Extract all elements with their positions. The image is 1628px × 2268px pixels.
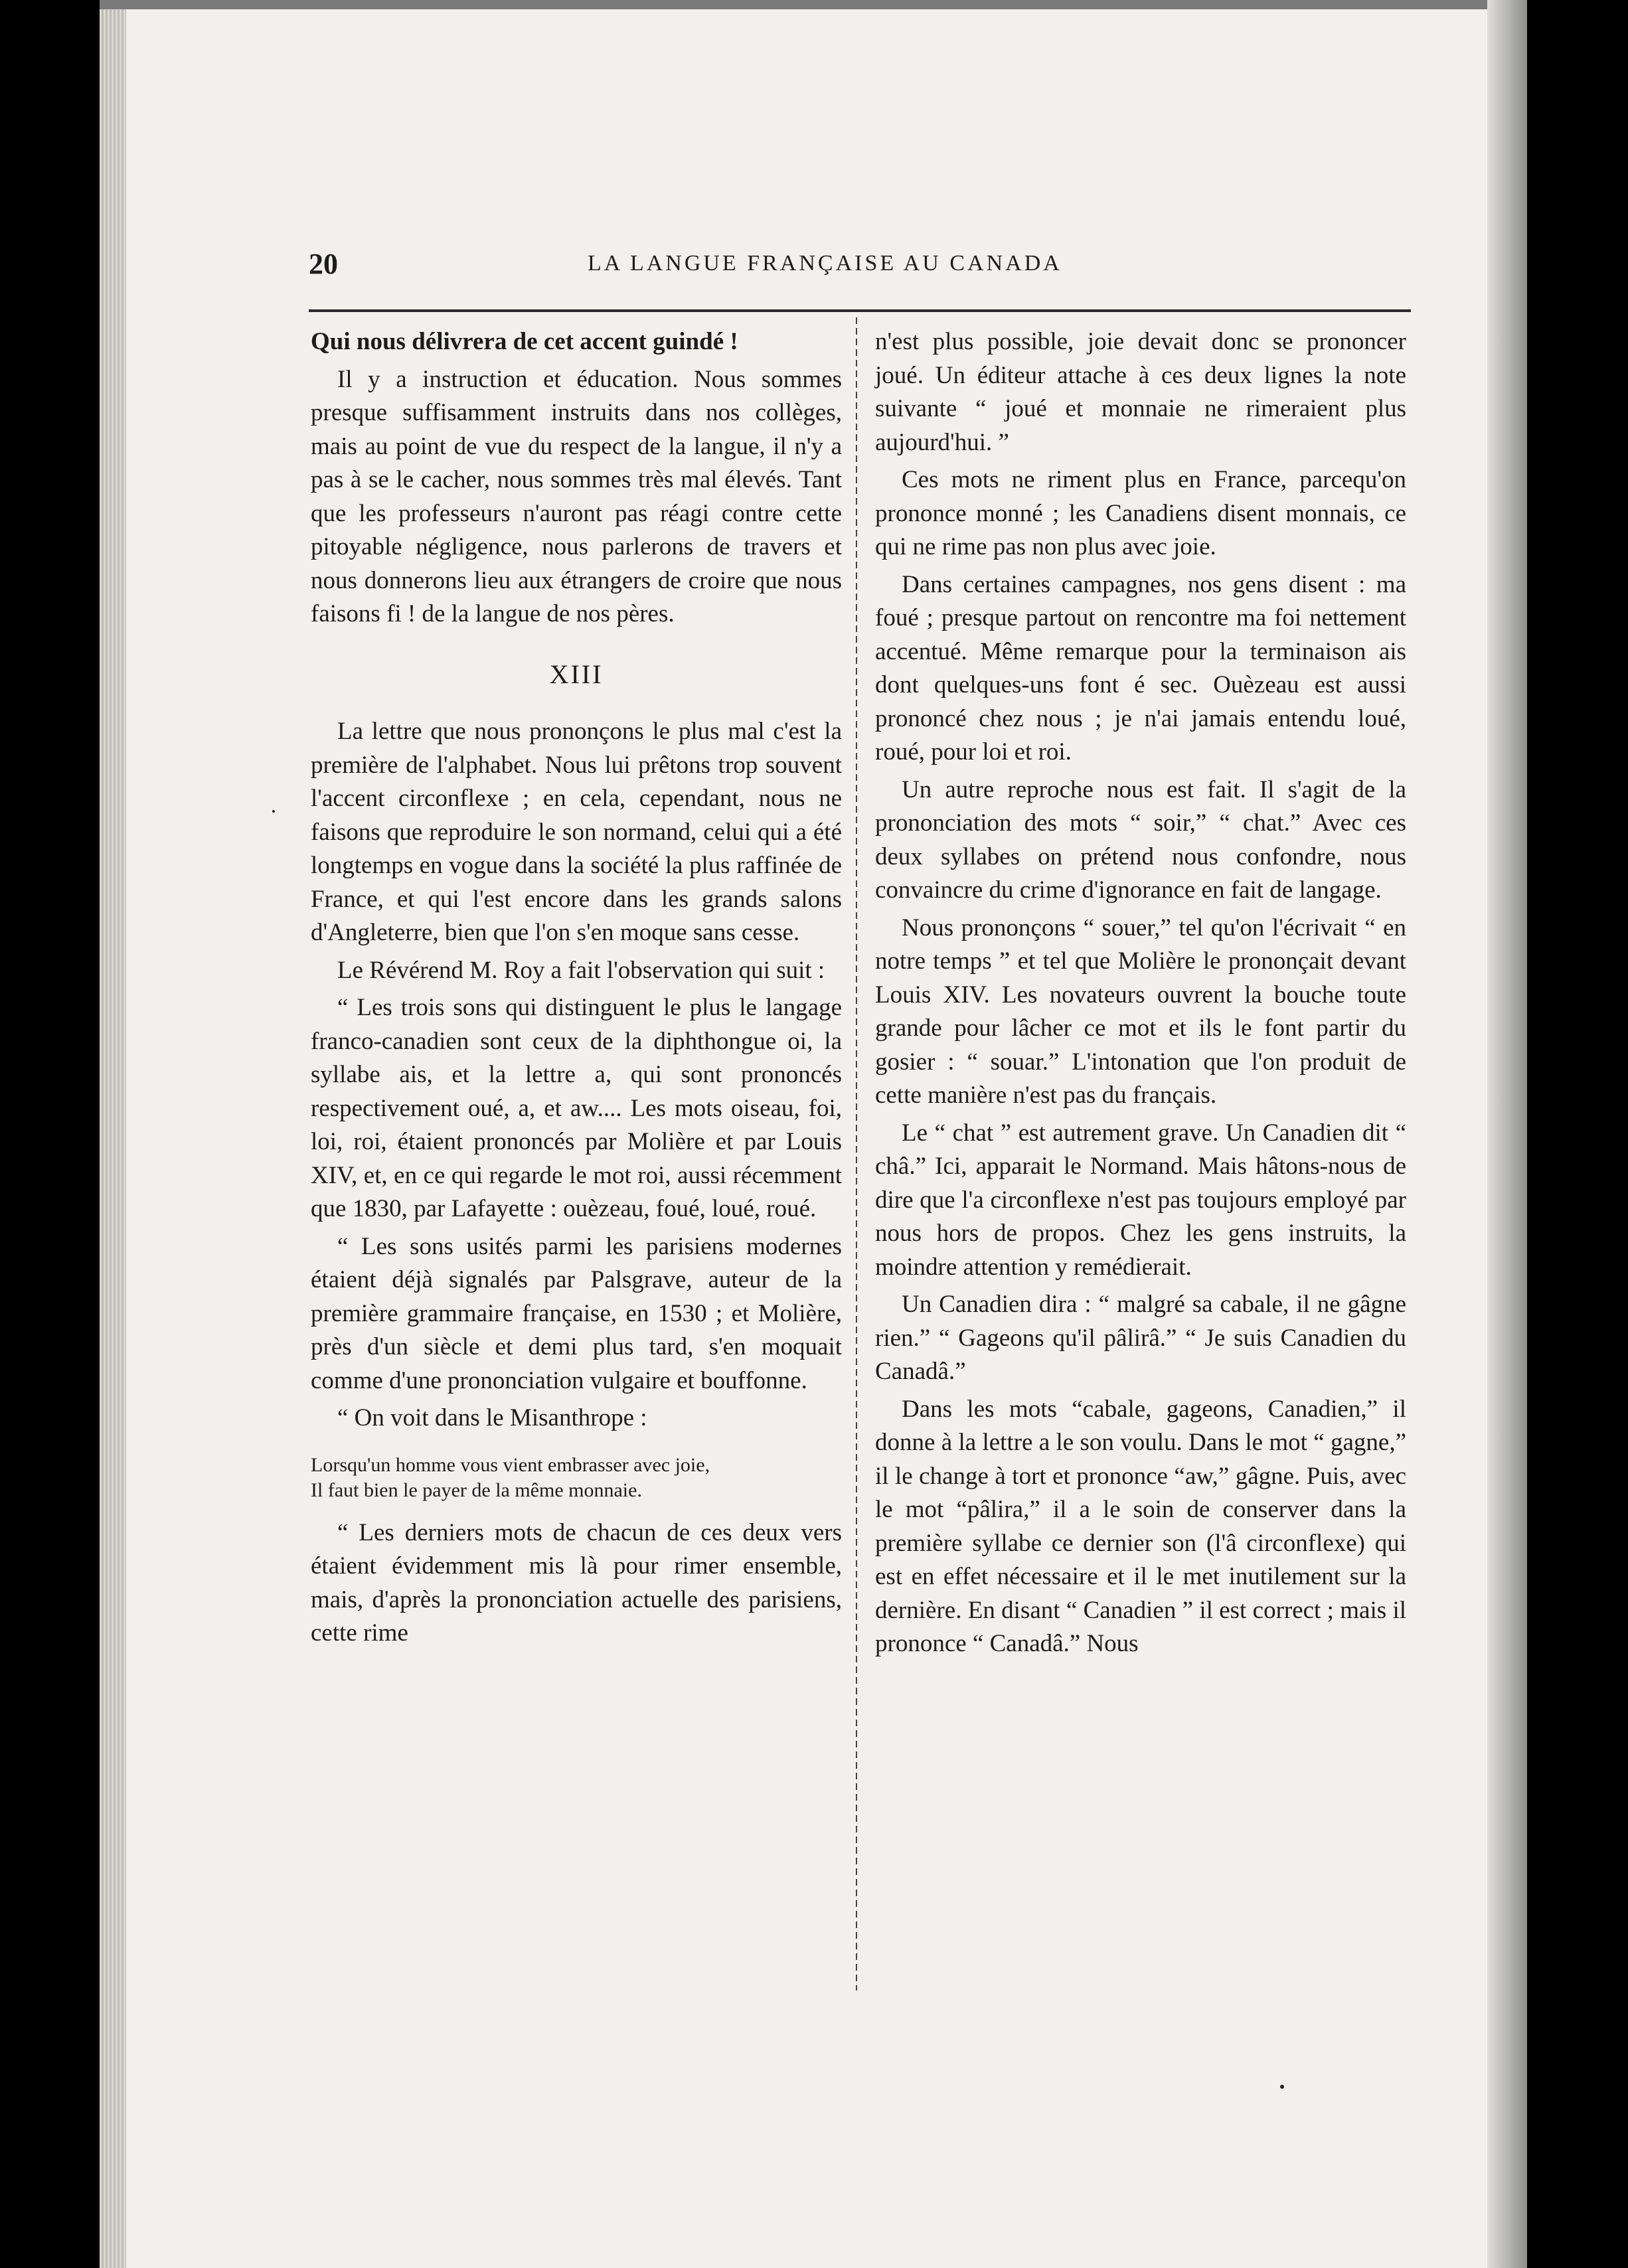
section-number: XIII — [549, 659, 604, 689]
paragraph: n'est plus possible, joie devait donc se prononcer joué. Un éditeur attache à ces deux lignes la note suivante “ joué et monnaie ne rimeraient plus aujourd'hui. ” — [875, 328, 1406, 456]
verse-line: Il faut bien le payer de la même monnaie. — [311, 1479, 642, 1501]
paragraph: Qui nous délivrera de cet accent guindé ! — [311, 328, 738, 355]
column-divider — [856, 317, 857, 1990]
paragraph: Nous prononçons “ souer,” tel qu'on l'écrivait “ en notre temps ” et tel que Molière le prononçait devant Louis XIV. Les novateurs ouvrent la bouche toute grande pour lâcher ce mot et ils le font partir du gosier : “ souar.” L'intonation que l'on produit de cette manière n'est pas du français. — [875, 914, 1406, 1109]
scan-speck — [272, 810, 275, 813]
paragraph: Le “ chat ” est autrement grave. Un Canadien dit “ châ.” Ici, apparait le Normand. Mais hâtons-nous de dire que l'a circonflexe n'est pas toujours employé par nous hors de propos. Chez les gens instruits, la moindre attention y remédierait. — [875, 1119, 1406, 1281]
page-right-edge — [1487, 0, 1527, 2268]
page-header — [309, 247, 1411, 280]
paragraph: La lettre que nous prononçons le plus mal c'est la première de l'alphabet. Nous lui prêtons trop souvent l'accent circonflexe ; en cela, cependant, nous ne faisons que reproduire le son normand, celui qui a été longtemps en vogue dans la société la plus raffinée de France, et qui l'est encore dans les grands salons d'Angleterre, bien que l'on s'en moque sans cesse. — [311, 718, 842, 946]
verse-quote — [311, 1453, 842, 1503]
running-title: LA LANGUE FRANÇAISE AU CANADA — [588, 251, 1062, 276]
scan-background — [1527, 0, 1628, 2268]
paragraph: Dans les mots “cabale, gageons, Canadien,” il donne à la lettre a le son voulu. Dans le mot “ gagne,” il le change à tort et prononce “aw,” gâgne. Puis, avec le mot “pâlira,” il a le soin de conserver dans la première syllabe ce dernier son (l'â circonflexe) qui est en effet nécessaire et il le met inutilement sur la dernière. En disant “ Canadien ” il est correct ; mais il prononce “ Canadâ.” Nous — [875, 1395, 1406, 1657]
paragraph: Dans certaines campagnes, nos gens disent : ma foué ; presque partout on rencontre ma foi nettement accentué. Même remarque pour la terminaison ais dont quelques-uns font é sec. Ouèzeau est aussi prononcé chez nous ; je n'ai jamais entendu loué, roué, pour loi et roi. — [875, 570, 1406, 766]
paragraph: Le Révérend M. Roy a fait l'observation qui suit : — [337, 956, 825, 984]
paragraph: Un Canadien dira : “ malgré sa cabale, il ne gâgne rien.” “ Gageons qu'il pâlirâ.” “ Je suis Canadien du Canadâ.” — [875, 1291, 1406, 1385]
page-top-edge — [100, 0, 1527, 9]
left-column — [311, 325, 842, 1655]
paragraph: Un autre reproche nous est fait. Il s'agit de la prononciation des mots “ soir,” “ chat.” Avec ces deux syllabes on prétend nous confondre, nous convaincre du crime d'ignorance en fait de langage. — [875, 775, 1406, 904]
quotation-paragraph: “ Les derniers mots de chacun de ces deux vers étaient évidemment mis là pour rimer ensemble, mais, d'après la prononciation actuelle des parisiens, cette rime — [311, 1518, 842, 1647]
scan-speck — [1280, 2085, 1284, 2089]
page-number: 20 — [309, 248, 338, 280]
verse-line: Lorsqu'un homme vous vient embrasser avec joie, — [311, 1453, 710, 1476]
header-rule — [309, 309, 1411, 312]
right-column — [875, 325, 1406, 1665]
paragraph: Ces mots ne riment plus en France, parcequ'on prononce monné ; les Canadiens disent monnais, ce qui ne rime pas non plus avec joie. — [875, 466, 1406, 560]
quotation-paragraph: “ Les sons usités parmi les parisiens modernes étaient déjà signalés par Palsgrave, auteur de la première grammaire française, en 1530 ; et Molière, près d'un siècle et demi plus tard, s'en moquait comme d'une prononciation vulgaire et bouffonne. — [311, 1232, 842, 1394]
quotation-paragraph: “ Les trois sons qui distinguent le plus le langage franco-canadien sont ceux de la diphthongue oi, la syllabe ais, et la lettre a, qui sont prononcés respectivement oué, a, et aw.... Les mots oiseau, foi, loi, roi, étaient prononcés par Molière et par Louis XIV, et, en ce qui regarde le mot roi, aussi récemment que 1830, par Lafayette : ouèzeau, foué, loué, roué. — [311, 994, 842, 1222]
quotation-paragraph: “ On voit dans le Misanthrope : — [337, 1404, 647, 1431]
paragraph: Il y a instruction et éducation. Nous sommes presque suffisamment instruits dans nos collèges, mais au point de vue du respect de la langue, il n'y a pas à se le cacher, nous sommes très mal élevés. Tant que les professeurs n'auront pas réagi contre cette pitoyable négligence, nous parlerons de travers et nous donnerons lieu aux étrangers de croire que nous faisons fi ! de la langue de nos pères. — [311, 365, 842, 627]
page-stack-edge — [100, 0, 126, 2268]
